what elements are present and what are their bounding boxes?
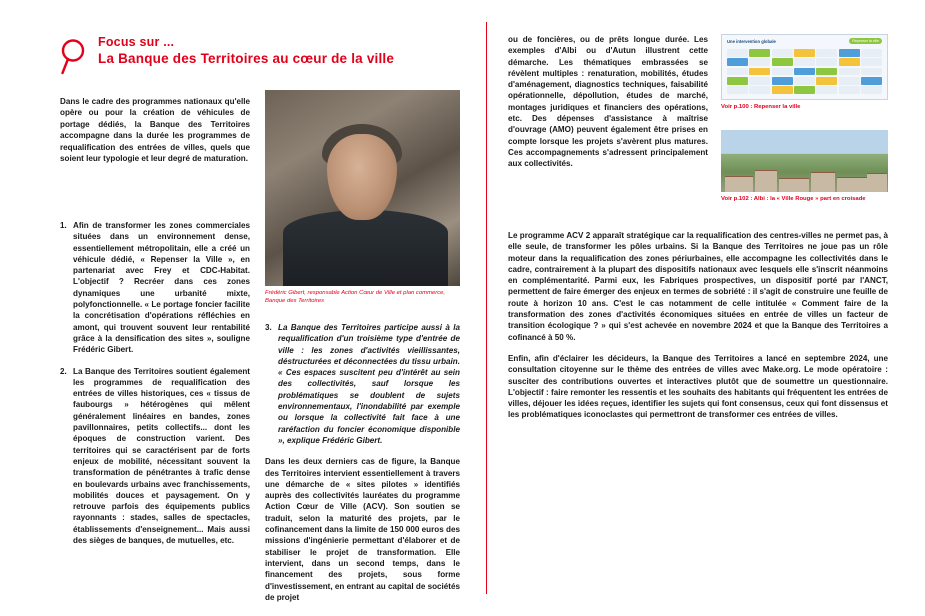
list-item-number: 1.: [60, 221, 67, 230]
photo-caption: Frédéric Gibert, responsable Action Cœur de Ville et plan commerce, Banque des Territoires: [265, 290, 446, 304]
right-body-paragraphs: [508, 230, 888, 431]
right-paragraph: Enfin, afin d'éclairer les décideurs, la Banque des Territoires a lancé en septembre 2024, une consultation citoyenne sur le thème des entrées de villes avec Make.org. Le mode opératoire : susciter des contributions ouvertes et interactives plutôt que de soumettre un questionnaire. L'objectif : faire remonter les ressentis et les souhaits des habitants qui fréquentent les entrées de villes, déjouer les idées reçues, identifier les sujets qui font consensus, ceux qui font dissensus et les problématiques iconoclastes qui permettront de transformer ces entrées de villes.: [508, 353, 888, 420]
portrait-photo: [265, 90, 460, 286]
left-inner-column-b: [265, 322, 460, 613]
center-divider: [486, 22, 487, 594]
thumbnail-title: Une intervention globale: [727, 39, 776, 44]
focus-subtitle: La Banque des Territoires au cœur de la ville: [98, 51, 395, 66]
list-item: [60, 220, 250, 356]
list-item-number: 3.: [265, 323, 272, 332]
list-item-text: La Banque des Territoires participe aussi à la requalification d'un troisième type d'entrée de ville : les zones d'activités vieillissantes, déstructurées et déconnectées du tissu urbain. « Ces espaces suscitent peu d'intérêt au sein des collectivités, sauf lorsque les problématiques se doublent de sujets environnementaux, l'inondabilité par exemple ou lorsque la collectivité fait face à une raréfaction du foncier économique disponible », explique Frédéric Gibert.: [278, 323, 460, 445]
focus-header: [60, 34, 460, 82]
list-item: [265, 322, 460, 446]
right-side-figures: [721, 34, 888, 204]
photo-block: [265, 90, 460, 305]
magnifier-icon: [60, 38, 94, 76]
thumbnail-badge: Repenser la ville: [849, 38, 882, 44]
thumbnail-albi-autun: [721, 130, 888, 192]
left-column: [60, 34, 460, 602]
page-title: [98, 34, 458, 67]
right-paragraph: Le programme ACV 2 apparaît stratégique car la requalification des centres-villes ne permet pas, à elle seule, de transformer les pôles urbains. Si la Banque des Territoires ne joue pas un rôle moteur dans la requalification des zones périurbaines, elle accompagne les collectivités dans le cadre, contrairement à la plupart des dispositifs nationaux avec lesquels elle s'inscrit néanmoins en complémentarité. Parmi eux, les Fabriques prospectives, un dispositif porté par l'ANCT, permettent de faire émerger des enjeux en termes de sobriété : il s'agit de construire une feuille de route à horizon 10 ans. C'est le cas notamment de celle intitulée « Comment faire de la transformation des zones d'activités économiques situées en entrée de villes un facteur de transition écologique ? » qui s'est achevée en novembre 2024 et que la Banque des Territoires a cofinancé à 50 %.: [508, 231, 888, 342]
thumbnail-grid: [727, 49, 882, 94]
thumbnail-caption[interactable]: Voir p.102 : Albi : la « Ville Rouge » part en croisade: [721, 195, 866, 202]
list-item-text: Afin de transformer les zones commerciales situées dans un environnement dense, essentiellement métropolitain, elle a créé un véhicule dédié, « Repenser la Ville », en partenariat avec Frey et CDC-Habitat. L'objectif ? Recréer dans ces zones dynamiques une urbanité mixte, polyfonctionnelle. « Le portage foncier facilite la concrétisation d'opérations réfléchies en amont, qui trouvent souvent leur rentabilité grâce à la densification des sites », souligne Frédéric Gibert.: [73, 221, 250, 355]
list-item: [60, 366, 250, 547]
right-top-paragraph-wrap: [508, 34, 708, 180]
list-item-number: 2.: [60, 366, 67, 376]
intro-paragraph: Dans le cadre des programmes nationaux qu'elle opère ou pour la création de véhicules de portage dédiés, la Banque des Territoires accompagne dans la durée les programmes de requalification des entrées de villes, quels que soient leur typologie et leur degré de maturation.: [60, 97, 250, 164]
left-inner-column-a: [60, 220, 250, 556]
closing-paragraph: Dans les deux derniers cas de figure, la Banque des Territoires intervient essentiellement à travers une démarche de « sites pilotes » identifiés auprès des collectivités lauréates du programme Action Cœur de Ville (ACV). Son soutien se traduit, selon la maturité des projets, par le cofinancement dans la limite de 150 000 euros des missions d'ingénierie permettant d'élaborer et de stabiliser le projet de transformation. Elle intervient, dans un second temps, dans le financement des projets, sous forme d'investissement, en entrant au capital de sociétés de projet: [265, 457, 460, 602]
list-item-text: La Banque des Territoires soutient également les programmes de requalification des entrées de villes historiques, ces « tissus de faubourgs » hétérogènes qui mêlent généralement linéaires en bandes, zones pavillonnaires, petits collectifs... dont les époques de construction varient. Des territoires qui se caractérisent par de forts enjeux de mobilité, nécessitant souvent la transformation de pénétrantes à trafic dense en boulevards urbains avec franchissements, mobilités douces et paysagement. On y retrouve parfois des équipements publics rayonnants : stades, salles de spectacles, établissements d'enseignement... Mais aussi des sièges de banques, de mutuelles, etc.: [73, 366, 250, 546]
thumbnail-repenser-la-ville: [721, 34, 888, 100]
thumbnail-caption[interactable]: Voir p.100 : Repenser la ville: [721, 104, 801, 110]
right-top-paragraph: ou de foncières, ou de prêts longue durée. Les exemples d'Albi ou d'Autun illustrent cette démarche. Les thématiques embrassées se révèlent multiples : renaturation, mobilités, études d'aménagement, diagnostics techniques, faisabilité opérationnelle, dépollution, études de marché, montages juridiques et financiers des opérations, etc. Des dépenses d'assistance à maîtrise d'ouvrage (AMO) peuvent également être prises en compte lorsque les projets s'avèrent plus matures. Ces accompagnements s'adressent principalement aux collectivités.: [508, 35, 708, 169]
focus-label: Focus sur ...: [98, 35, 175, 49]
